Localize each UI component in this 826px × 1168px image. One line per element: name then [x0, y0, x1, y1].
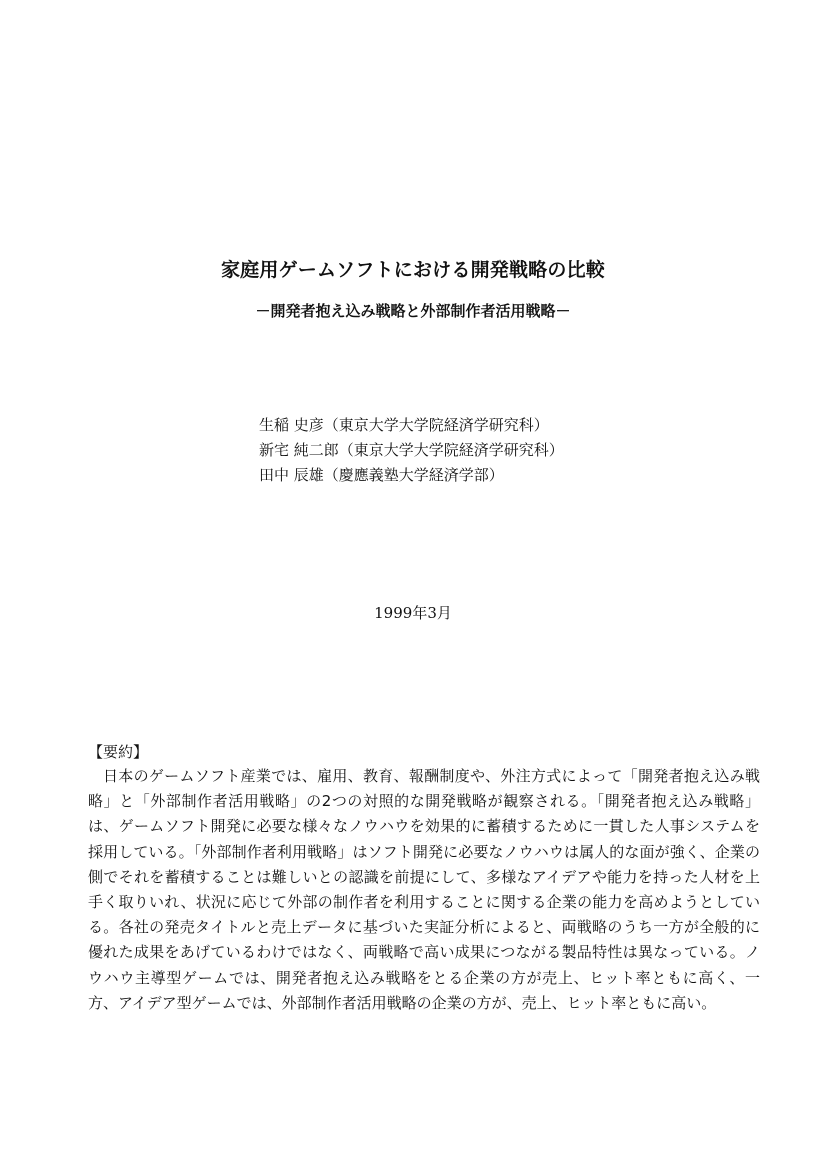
author-line: 田中 辰雄（慶應義塾大学経済学部）	[259, 466, 504, 484]
publication-date: 1999年3月	[374, 604, 452, 622]
abstract-body: 日本のゲームソフト産業では、雇用、教育、報酬制度や、外注方式によって「開発者抱え込み戦略」と「外部制作者活用戦略」の2つの対照的な開発戦略が観察される。「開発者抱え込み戦略」は、ゲームソフト開発に必要な様々なノウハウを効果的に蓄積するために一貫した人事システムを採用している。「外部制作者利用戦略」はソフト開発に必要なノウハウは属人的な面が強く、企業の側でそれを蓄積することは難しいとの認識を前提にして、多様なアイデアや能力を持った人材を上手く取りいれ、状況に応じて外部の制作者を利用することに関する企業の能力を高めようとしている。各社の発売タイトルと売上データに基づいた実証分析によると、両戦略のうち一方が全般的に優れた成果をあげているわけではなく、両戦略で高い成果につながる製品特性は異なっている。ノウハウ主導型ゲームでは、開発者抱え込み戦略をとる企業の方が売上、ヒット率ともに高く、一方、アイデア型ゲームでは、外部制作者活用戦略の企業の方が、売上、ヒット率ともに高い。	[88, 767, 760, 1012]
abstract-heading: 【要約】	[88, 743, 149, 761]
paper-title: 家庭用ゲームソフトにおける開発戦略の比較	[220, 259, 605, 281]
author-line: 生稲 史彦（東京大学大学院経済学研究科）	[259, 416, 549, 434]
paper-subtitle: －開発者抱え込み戦略と外部制作者活用戦略－	[255, 302, 571, 320]
author-line: 新宅 純二郎（東京大学大学院経済学研究科）	[259, 441, 564, 459]
author-list	[259, 413, 564, 488]
